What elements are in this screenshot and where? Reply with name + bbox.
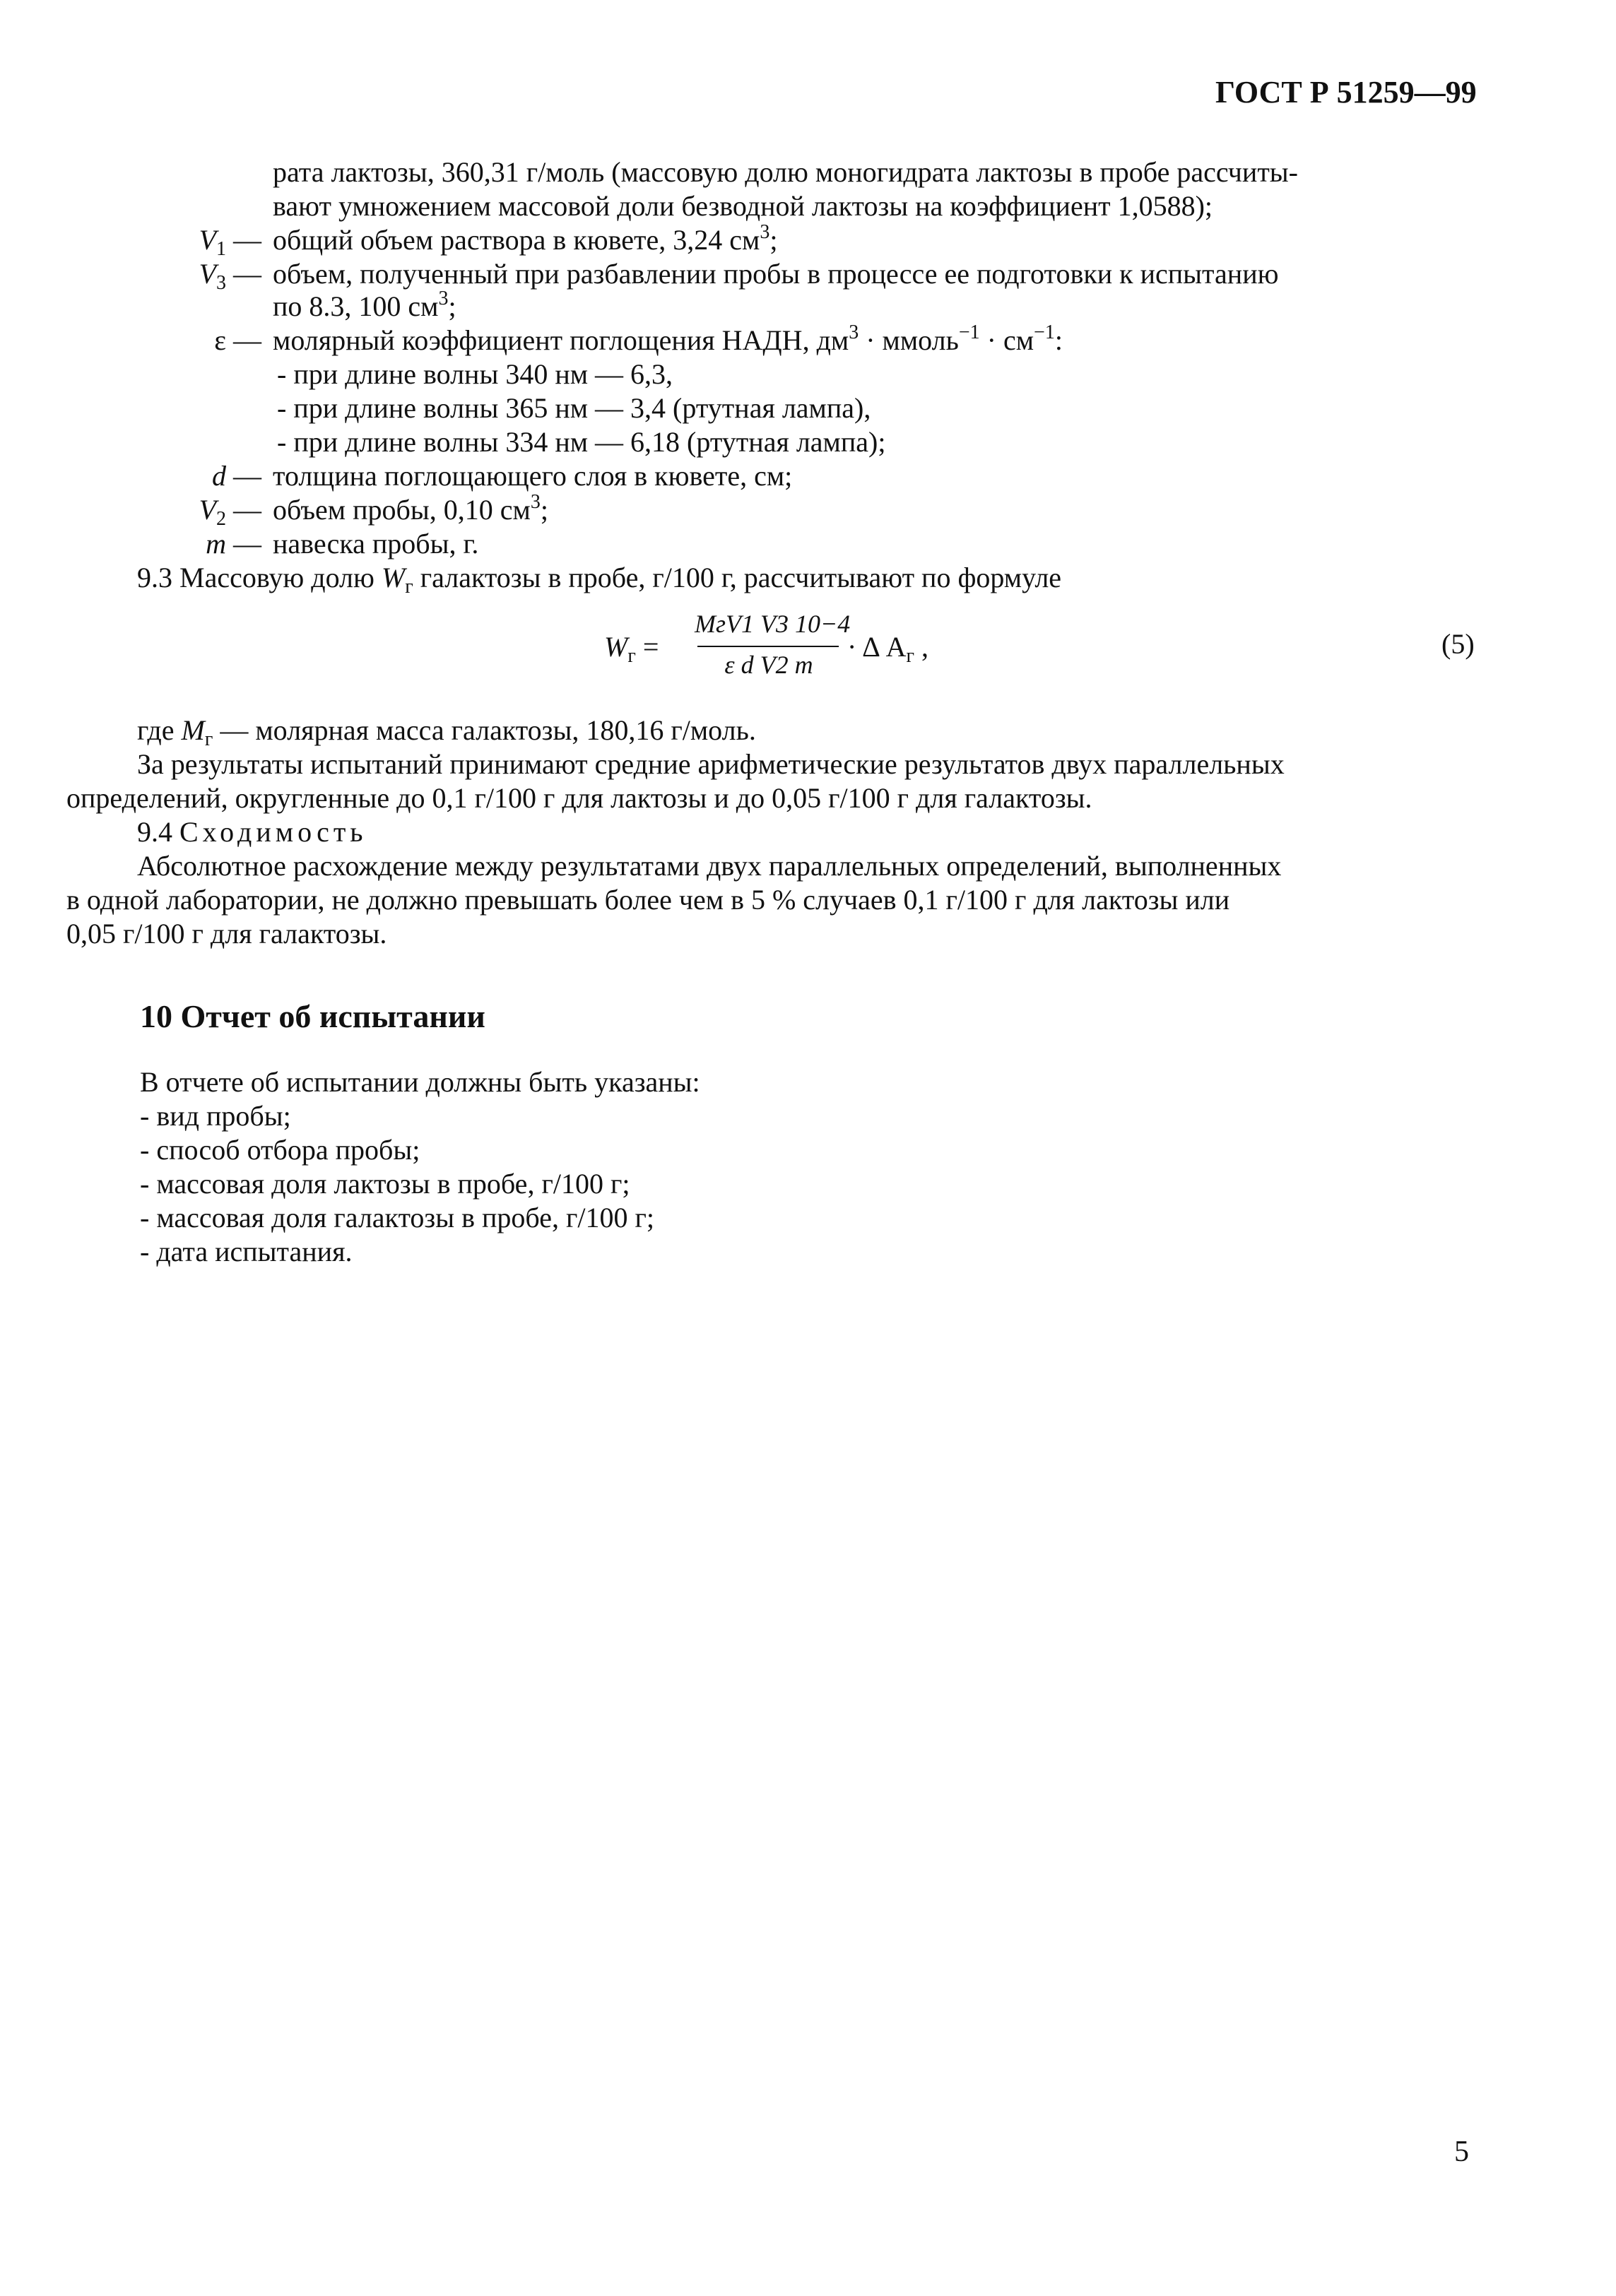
continuation-line-1: рата лактозы, 360,31 г/моль (массовую долю моногидрата лактозы в пробе рассчиты-: [273, 156, 1298, 188]
section-10-heading: 10 Отчет об испытании: [140, 998, 485, 1034]
definition-symbol: m —: [206, 528, 261, 560]
definition-text: молярный коэффициент поглощения НАДН, $дм^3$ · ммоль$^{-1}$ · $см^{-1}$:: [273, 321, 1063, 356]
formula-rhs: · Δ $A_г$ ,: [847, 631, 928, 667]
definition-symbol: $V_1$ —: [199, 224, 261, 260]
wavelength-item: - при длине волны 365 нм — 3,4 (ртутная лампа),: [277, 392, 871, 424]
wavelength-item: - при длине волны 340 нм — 6,3,: [277, 358, 673, 390]
convergence-line-2: в одной лаборатории, не должно превышать более чем в 5 % случаев 0,1 г/100 г для лактозы или: [66, 884, 1230, 916]
report-item: - дата испытания.: [140, 1236, 353, 1267]
report-item: - массовая доля галактозы в пробе, г/100 г;: [140, 1202, 654, 1233]
definition-text: общий объем раствора в кювете, 3,24 $см^3$;: [273, 221, 778, 256]
definition-symbol: $V_2$ —: [199, 494, 261, 530]
definition-symbol: d —: [212, 460, 261, 492]
definition-text: объем пробы, 0,10 $см^3$;: [273, 491, 548, 526]
definition-v3-continuation: по 8.3, 100 $см^3$;: [273, 288, 456, 322]
definition-symbol: ε —: [214, 324, 261, 356]
formula-numerator: MгV1 V3 10−4: [695, 610, 851, 638]
continuation-line-2: вают умножением массовой доли безводной лактозы на коэффициент 1,0588);: [273, 190, 1213, 222]
clause-9-4-heading: 9.4 Сходимость: [137, 816, 367, 848]
clause-9-3: 9.3 Массовую долю $W_г$ галактозы в пробе, г/100 г, рассчитывают по формуле: [137, 562, 1062, 598]
formula-lhs: $W_г$ =: [604, 631, 659, 667]
results-line-2: определений, округленные до 0,1 г/100 г для лактозы и до 0,05 г/100 г для галактозы.: [66, 782, 1092, 814]
convergence-line-1: Абсолютное расхождение между результатами двух параллельных определений, выполненных: [137, 850, 1282, 882]
page-number: 5: [1454, 2136, 1469, 2168]
document-code-header: ГОСТ Р 51259—99: [1215, 75, 1477, 110]
report-item: - способ отбора пробы;: [140, 1134, 420, 1166]
definition-text: толщина поглощающего слоя в кювете, см;: [273, 460, 793, 492]
report-intro: В отчете об испытании должны быть указаны:: [140, 1066, 700, 1098]
fraction-bar: [697, 646, 839, 647]
convergence-line-3: 0,05 г/100 г для галактозы.: [66, 918, 387, 949]
report-item: - массовая доля лактозы в пробе, г/100 г;: [140, 1168, 630, 1200]
results-line-1: За результаты испытаний принимают средние арифметические результатов двух параллельных: [137, 748, 1285, 780]
formula-denominator: ε d V2 m: [724, 651, 813, 679]
wavelength-item: - при длине волны 334 нм — 6,18 (ртутная лампа);: [277, 426, 886, 458]
where-line: где $M_г$ — молярная масса галактозы, 180,16 г/моль.: [137, 714, 756, 750]
definition-text: навеска пробы, г.: [273, 528, 479, 560]
definition-text: объем, полученный при разбавлении пробы в процессе ее подготовки к испытанию: [273, 258, 1279, 290]
report-item: - вид пробы;: [140, 1100, 291, 1132]
formula-5: [604, 609, 972, 694]
formula-number: (5): [1441, 628, 1475, 660]
definition-symbol: $V_3$ —: [199, 258, 261, 294]
